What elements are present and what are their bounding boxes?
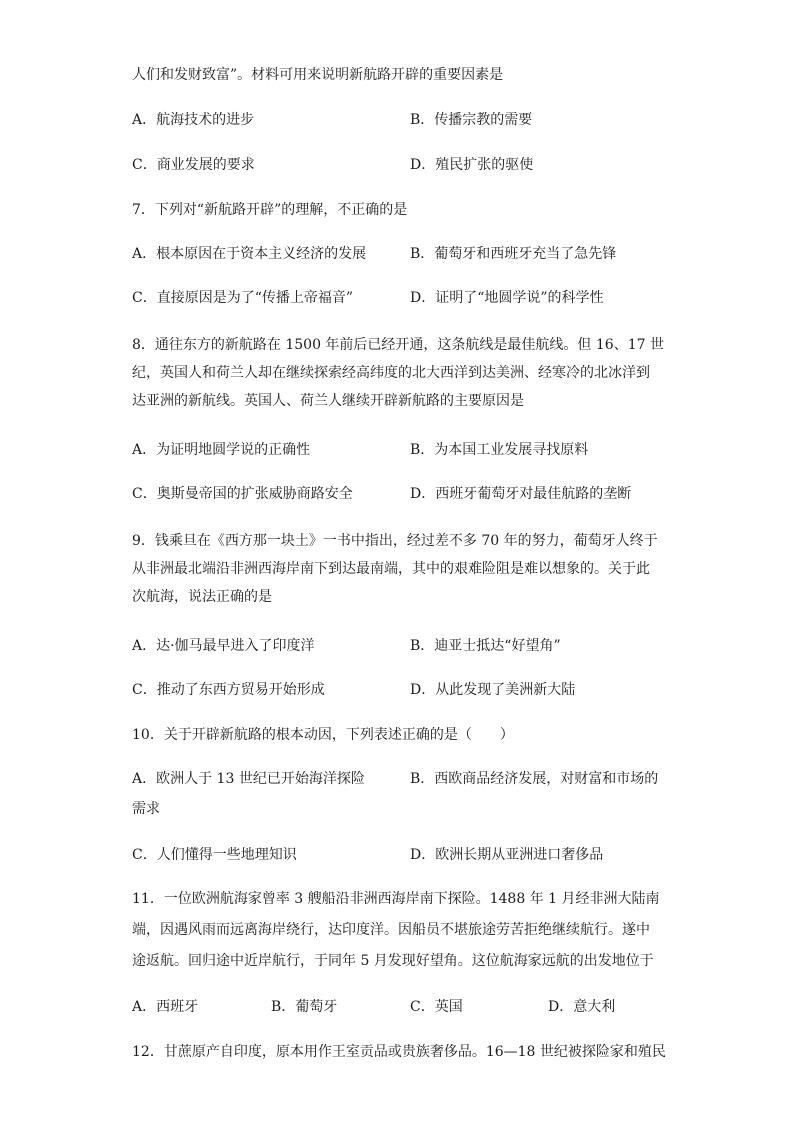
q9-option-d: D．从此发现了美洲新大陆 [410,682,576,698]
q11-option-b: B．葡萄牙 [271,999,338,1015]
q10-option-d: D．欧洲长期从亚洲进口奢侈品 [410,847,604,863]
q7-stem: 7．下列对“新航路开辟”的理解，不正确的是 [132,202,408,218]
q11-option-c: C．英国 [410,999,463,1015]
q8-option-a: A．为证明地圆学说的正确性 [132,442,311,458]
q8-option-b: B．为本国工业发展寻找原料 [410,442,589,458]
q10-option-b-wrap: 需求 [132,801,160,817]
q11-option-a: A．西班牙 [132,999,199,1015]
q7-option-b: B．葡萄牙和西班牙充当了急先锋 [410,246,617,262]
q9-option-b: B．迪亚士抵达“好望角” [410,638,561,654]
q10-stem: 10．关于开辟新航路的根本动因，下列表述正确的是（ ） [132,727,514,743]
q6-option-b: B．传播宗教的需要 [410,112,533,128]
q9-stem-line-2: 从非洲最北端沿非洲西海岸南下到达最南端，其中的艰难险阻是难以想象的。关于此 [132,561,650,577]
q9-stem-line-1: 9．钱乘旦在《西方那一块土》一书中指出，经过差不多 70 年的努力，葡萄牙人终于 [132,533,658,549]
q8-stem-line-2: 纪，英国人和荷兰人却在继续探索经高纬度的北大西洋到达美洲、经寒冷的北冰洋到 [132,365,650,381]
q9-option-c: C．推动了东西方贸易开始形成 [132,682,325,698]
q10-option-b: B．西欧商品经济发展，对财富和市场的 [410,771,659,787]
q8-stem-line-1: 8．通往东方的新航路在 1500 年前后已经开通，这条航线是最佳航线。但 16、17 世 [132,337,664,353]
q8-option-c: C．奥斯曼帝国的扩张威胁商路安全 [132,486,353,502]
q10-option-a: A．欧洲人于 13 世纪已开始海洋探险 [132,771,365,787]
q10-option-c: C．人们懂得一些地理知识 [132,847,297,863]
q7-option-c: C．直接原因是为了“传播上帝福音” [132,290,354,306]
q6-option-d: D．殖民扩张的驱使 [410,157,534,173]
q6-option-c: C．商业发展的要求 [132,157,255,173]
q7-option-d: D．证明了“地圆学说”的科学性 [410,290,604,306]
q12-stem: 12．甘蔗原产自印度，原本用作王室贡品或贵族奢侈品。16—18 世纪被探险家和殖民 [132,1044,666,1060]
q11-stem-line-1: 11．一位欧洲航海家曾率 3 艘船沿非洲西海岸南下探险。1488 年 1 月经非洲大陆南 [132,891,660,907]
q7-option-a: A．根本原因在于资本主义经济的发展 [132,246,367,262]
q8-option-d: D．西班牙葡萄牙对最佳航路的垄断 [410,486,632,502]
q11-option-d: D．意大利 [548,999,616,1015]
q8-stem-line-3: 达亚洲的新航线。英国人、荷兰人继续开辟新航路的主要原因是 [132,393,524,409]
q6-option-a: A．航海技术的进步 [132,112,255,128]
q11-stem-line-3: 途返航。回归途中近岸航行，于同年 5 月发现好望角。这位航海家远航的出发地位于 [132,953,654,969]
intro-line: 人们和发财致富”。材料可用来说明新航路开辟的重要因素是 [132,67,504,83]
q11-stem-line-2: 端，因遇风雨而远离海岸绕行，达印度洋。因船员不堪旅途劳苦拒绝继续航行。遂中 [132,922,650,938]
q9-option-a: A．达·伽马最早进入了印度洋 [132,638,315,654]
q9-stem-line-3: 次航海，说法正确的是 [132,589,272,605]
